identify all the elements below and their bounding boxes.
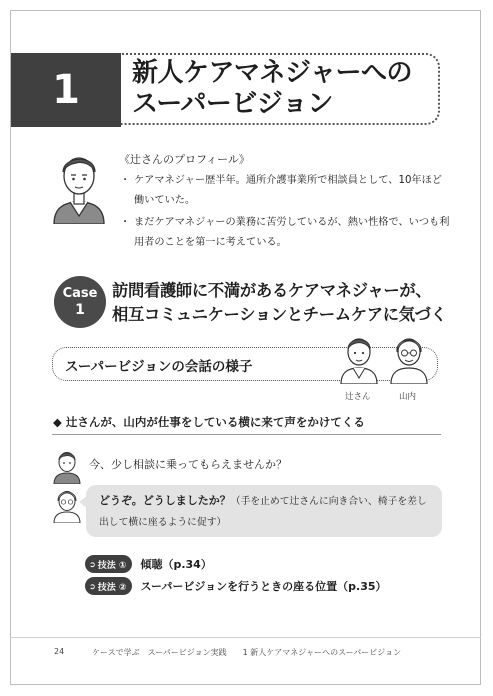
divider (52, 434, 441, 435)
tsuji-avatar-icon (52, 148, 106, 224)
profile-bullet: ・ ケアマネジャー歴半年。通所介護事業所で相談員として、10年ほど働いていた。 (120, 171, 450, 211)
case-badge (54, 276, 106, 328)
case-title-line1: 訪問看護師に不満があるケアマネジャーが、 (112, 281, 432, 300)
yamauchi-speech-note: （手を止めて辻さんに向き合い、椅子を差し出して横に座るように促す） (99, 496, 427, 528)
scene-heading: ◆ 辻さんが、山内が仕事をしている横に来て声をかけてくる (53, 415, 365, 429)
technique-text: 傾聴（p.34） (140, 558, 212, 571)
arrow-icon: ➲ (89, 581, 96, 591)
technique-text: スーパービジョンを行うときの座る位置（p.35） (140, 580, 387, 593)
tsuji-speaker-icon (53, 448, 81, 484)
speech-tail (77, 456, 84, 466)
technique-ref (85, 577, 387, 595)
technique-ref (85, 555, 212, 573)
chapter-title-line2: スーパービジョン (132, 89, 333, 119)
case-title (112, 279, 462, 327)
tsuji-small-avatar-icon (340, 332, 378, 384)
tsuji-name: 辻さん (345, 392, 371, 402)
case-number: 1 (75, 302, 85, 318)
bullet-dot: ・ (120, 217, 131, 228)
yamauchi-small-avatar-icon (390, 332, 428, 384)
yamauchi-speech (99, 490, 435, 533)
chapter-number: 1 (11, 53, 121, 127)
yamauchi-name: 山内 (399, 392, 417, 402)
yamauchi-speech-main: どうぞ。どうしましたか？ (99, 494, 231, 507)
technique-badge: ➲ 技法 ① (85, 555, 132, 573)
supervision-heading: スーパービジョンの会話の様子 (65, 359, 253, 375)
yamauchi-speaker-icon (53, 487, 81, 523)
page-number: 24 (54, 647, 65, 656)
running-footer: ケースで学ぶ スーパービジョン実践 1 新人ケアマネジャーへのスーパービジョン (92, 648, 402, 657)
profile-bullets (120, 171, 450, 255)
footer-divider (10, 637, 481, 638)
chapter-title (132, 58, 432, 120)
profile-bullet: ・ まだケアマネジャーの業務に苦労しているが、熱い性格で、いつも利用者のことを第一に考えている。 (120, 213, 450, 253)
chapter-title-line1: 新人ケアマネジャーへの (132, 58, 412, 88)
arrow-icon: ➲ (89, 559, 96, 569)
speech-tail (79, 496, 87, 508)
tsuji-speech: 今、少し相談に乗ってもらえませんか？ (89, 458, 287, 471)
case-title-line2: 相互コミュニケーションとチームケアに気づく (112, 305, 447, 324)
bullet-dot: ・ (120, 175, 131, 186)
case-label: Case (62, 286, 98, 301)
technique-badge: ➲ 技法 ② (85, 577, 132, 595)
profile-title: 《辻さんのプロフィール》 (119, 153, 250, 166)
